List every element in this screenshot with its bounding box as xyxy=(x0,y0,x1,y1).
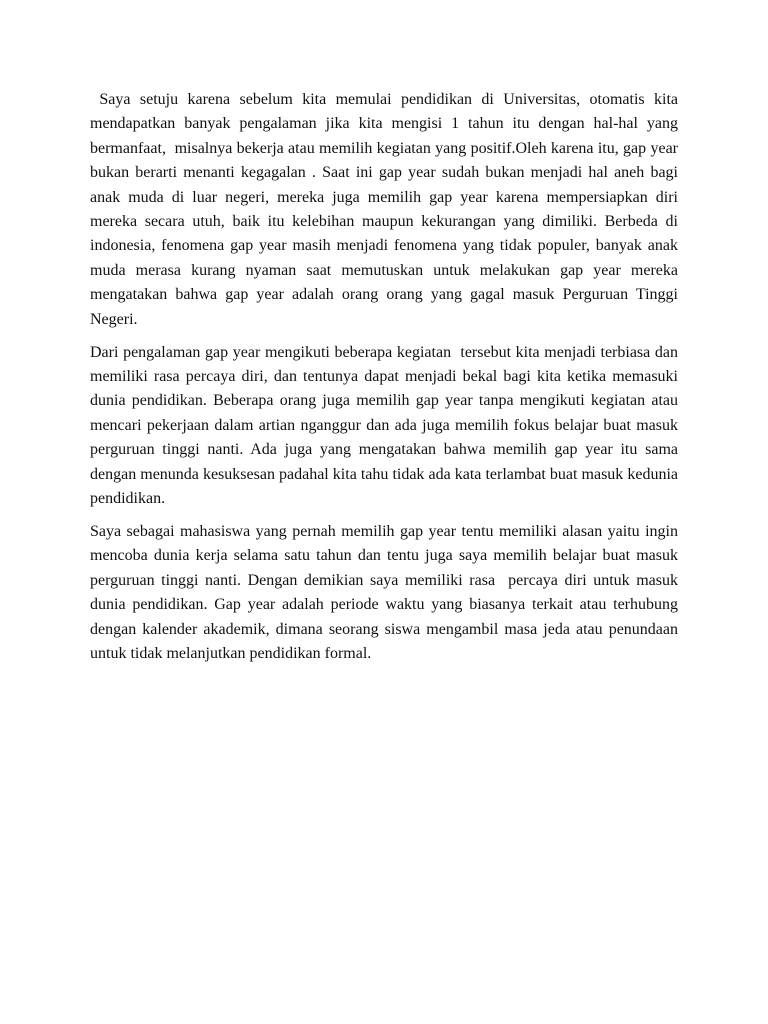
paragraph-1: Saya setuju karena sebelum kita memulai pendidikan di Universitas, otomatis kita mendapatkan banyak pengalaman jika kita mengisi 1 tahun itu dengan hal-hal yang bermanfaat, misalnya bekerja atau memilih kegiatan yang positif.Oleh karena itu, gap year bukan berarti menanti kegagalan . Saat ini gap year sudah bukan menjadi hal aneh bagi anak muda di luar negeri, mereka juga memilih gap year karena mempersiapkan diri mereka secara utuh, baik itu kelebihan maupun kekurangan yang dimiliki. Berbeda di indonesia, fenomena gap year masih menjadi fenomena yang tidak populer, banyak anak muda merasa kurang nyaman saat memutuskan untuk melakukan gap year mereka mengatakan bahwa gap year adalah orang orang yang gagal masuk Perguruan Tinggi Negeri. xyxy=(90,91,683,328)
paragraph-2: Dari pengalaman gap year mengikuti beberapa kegiatan tersebut kita menjadi terbiasa dan memiliki rasa percaya diri, dan tentunya dapat menjadi bekal bagi kita ketika memasuki dunia pendidikan. Beberapa orang juga memilih gap year tanpa mengikuti kegiatan atau mencari pekerjaan dalam artian nganggur dan ada juga memilih fokus belajar buat masuk perguruan tinggi nanti. Ada juga yang mengatakan bahwa memilih gap year itu sama dengan menunda kesuksesan padahal kita tahu tidak ada kata terlambat buat masuk kedunia pendidikan. xyxy=(90,343,682,507)
document-page xyxy=(90,88,683,675)
paragraph-3: Saya sebagai mahasiswa yang pernah memilih gap year tentu memiliki alasan yaitu ingin mencoba dunia kerja selama satu tahun dan tentu juga saya memilih belajar buat masuk perguruan tinggi nanti. Dengan demikian saya memiliki rasa percaya diri untuk masuk dunia pendidikan. Gap year adalah periode waktu yang biasanya terkait atau terhubung dengan kalender akademik, dimana seorang siswa mengambil masa jeda atau penundaan untuk tidak melanjutkan pendidikan formal. xyxy=(90,522,682,662)
